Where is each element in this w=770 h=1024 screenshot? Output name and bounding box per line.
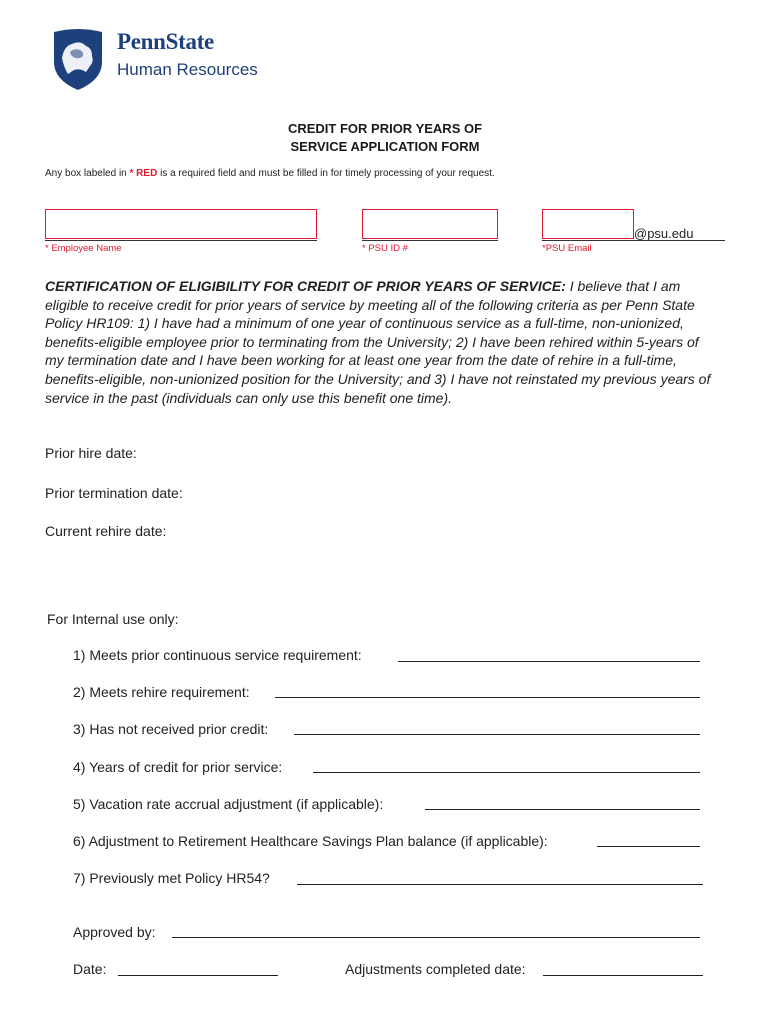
approved-by-line[interactable] [172, 937, 700, 938]
internal-item-2: 2) Meets rehire requirement: [73, 684, 250, 700]
brand-subtitle: Human Resources [117, 60, 258, 79]
internal-item-3-line[interactable] [294, 734, 700, 735]
internal-item-1-line[interactable] [398, 661, 700, 662]
internal-item-3: 3) Has not received prior credit: [73, 721, 269, 737]
instruction-red-marker: * RED [129, 168, 158, 179]
certification-paragraph [45, 277, 715, 407]
internal-item-4: 4) Years of credit for prior service: [73, 759, 283, 775]
internal-item-2-line[interactable] [275, 697, 700, 698]
date-line[interactable] [118, 975, 278, 976]
internal-item-7-line[interactable] [297, 884, 703, 885]
internal-item-5: 5) Vacation rate accrual adjustment (if applicable): [73, 796, 384, 812]
date-label: Date: [73, 961, 107, 977]
certification-body: I believe that I am eligible to receive credit for prior years of service by meeting all of the following criteria as per Penn State Policy HR109: 1) I have had a minimum of one year of continuous service as a full-time, non-unionized, benefits-eligible employee prior to terminating from the University; 2) I have been rehired within 5-years of my termination date and I have been working for at least one year from the date of rehire in a full-time, benefits-eligible, non-unionized position for the University; and 3) I have not reinstated my previous years of service in the past (individuals can only use this benefit one time). [45, 278, 711, 406]
nittany-lion-shield-icon [50, 28, 106, 92]
instruction-text-post: is a required field and must be filled in for timely processing of your request. [157, 168, 495, 179]
psu-email-domain-suffix: @psu.edu [634, 226, 694, 241]
internal-item-1: 1) Meets prior continuous service requirement: [73, 647, 362, 663]
approved-by-label: Approved by: [73, 924, 156, 940]
internal-use-title: For Internal use only: [47, 611, 179, 627]
internal-item-5-line[interactable] [425, 809, 700, 810]
employee-name-input[interactable] [45, 209, 317, 239]
psu-id-input[interactable] [362, 209, 498, 239]
required-field-instruction [45, 168, 495, 179]
internal-item-4-line[interactable] [313, 772, 700, 773]
prior-termination-date-label: Prior termination date: [45, 485, 183, 501]
instruction-text-pre: Any box labeled in [45, 168, 130, 179]
psu-id-label: * PSU ID # [362, 243, 408, 254]
adjustments-completed-date-label: Adjustments completed date: [345, 961, 526, 977]
form-title-line1: CREDIT FOR PRIOR YEARS OF [287, 121, 483, 136]
form-title [0, 120, 770, 156]
prior-hire-date-label: Prior hire date: [45, 445, 137, 461]
psu-email-input[interactable] [542, 209, 634, 239]
adjustments-completed-date-line[interactable] [543, 975, 703, 976]
internal-item-6: 6) Adjustment to Retirement Healthcare Savings Plan balance (if applicable): [73, 833, 548, 849]
psu-email-label: *PSU Email [542, 243, 592, 254]
internal-item-6-line[interactable] [597, 846, 700, 847]
form-title-line2: SERVICE APPLICATION FORM [290, 139, 480, 154]
employee-name-label: * Employee Name [45, 243, 122, 254]
brand-title: PennState [117, 29, 214, 54]
certification-heading: CERTIFICATION OF ELIGIBILITY FOR CREDIT OF PRIOR YEARS OF SERVICE: [45, 278, 566, 294]
current-rehire-date-label: Current rehire date: [45, 523, 167, 539]
internal-item-7: 7) Previously met Policy HR54? [73, 870, 270, 886]
